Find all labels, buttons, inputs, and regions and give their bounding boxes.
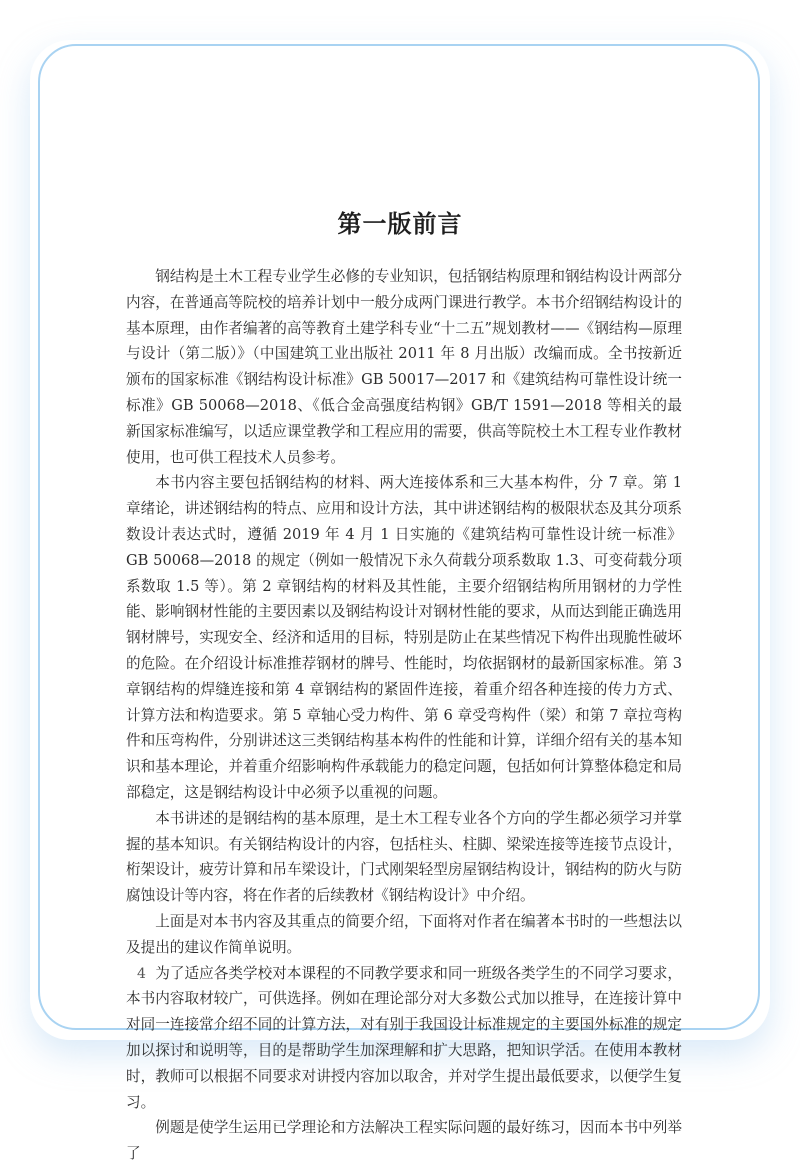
paragraph: 本书讲述的是钢结构的基本原理，是土木工程专业各个方向的学生都必须学习并掌握的基本知识。有关钢结构设计的内容，包括柱头、柱脚、梁梁连接等连接节点设计，桁架设计，疲劳计算和吊车梁设计，门式刚架轻型房屋钢结构设计，钢结构的防火与防腐蚀设计等内容，将在作者的后续教材《钢结构设计》中介绍。 <box>126 809 682 905</box>
page-number: 4 <box>137 966 146 982</box>
body-text <box>126 264 682 1167</box>
paragraph: 为了适应各类学校对本课程的不同教学要求和同一班级各类学生的不同学习要求，本书内容取材较广，可供选择。例如在理论部分对大多数公式加以推导，在连接计算中对同一连接常介绍不同的计算方法，对有别于我国设计标准规定的主要国外标准的规定加以探讨和说明等，目的是帮助学生加深理解和扩大思路，把知识学活。在使用本教材时，教师可以根据不同要求对讲授内容加以取舍，并对学生提出最低要求，以便学生复习。 <box>126 964 682 1111</box>
page-title: 第一版前言 <box>337 209 463 238</box>
paragraph: 例题是使学生运用已学理论和方法解决工程实际问题的最好练习，因而本书中列举了 <box>126 1119 682 1163</box>
paragraph: 本书内容主要包括钢结构的材料、两大连接体系和三大基本构件，分 7 章。第 1 章绪论，讲述钢结构的特点、应用和设计方法，其中讲述钢结构的极限状态及其分项系数设计表达式时，遵循 2019 年 4 月 1 日实施的《建筑结构可靠性设计统一标准》GB 50068—2018 的规定（例如一般情况下永久荷载分项系数取 1.3、可变荷载分项系数取 1.5 等）。第 2 章钢结构的材料及其性能，主要介绍钢结构所用钢材的力学性能、影响钢材性能的主要因素以及钢结构设计对钢材性能的要求，从而达到能正确选用钢材牌号，实现安全、经济和适用的目标，特别是防止在某些情况下构件出现脆性破坏的危险。在介绍设计标准推荐钢材的牌号、性能时，均依据钢材的最新国家标准。第 3 章钢结构的焊缝连接和第 4 章钢结构的紧固件连接，着重介绍各种连接的传力方式、计算方法和构造要求。第 5 章轴心受力构件、第 6 章受弯构件（梁）和第 7 章拉弯构件和压弯构件，分别讲述这三类钢结构基本构件的性能和计算，详细介绍有关的基本知识和基本理论，并着重介绍影响构件承载能力的稳定问题，包括如何计算整体稳定和局部稳定，这是钢结构设计中必须予以重视的问题。 <box>126 474 682 801</box>
paragraph: 上面是对本书内容及其重点的简要介绍，下面将对作者在编著本书时的一些想法以及提出的建议作简单说明。 <box>126 912 682 956</box>
paragraph: 钢结构是土木工程专业学生必修的专业知识，包括钢结构原理和钢结构设计两部分内容，在普通高等院校的培养计划中一般分成两门课进行教学。本书介绍钢结构设计的基本原理，由作者编著的高等教育土建学科专业“十二五”规划教材——《钢结构—原理与设计（第二版）》（中国建筑工业出版社 2011 年 8 月出版）改编而成。全书按新近颁布的国家标准《钢结构设计标准》GB 50017—2017 和《建筑结构可靠性设计统一标准》GB 50068—2018、《低合金高强度结构钢》GB/T 1591—2018 等相关的最新国家标准编写，以适应课堂教学和工程应用的需要，供高等院校土木工程专业作教材使用，也可供工程技术人员参考。 <box>126 268 682 466</box>
